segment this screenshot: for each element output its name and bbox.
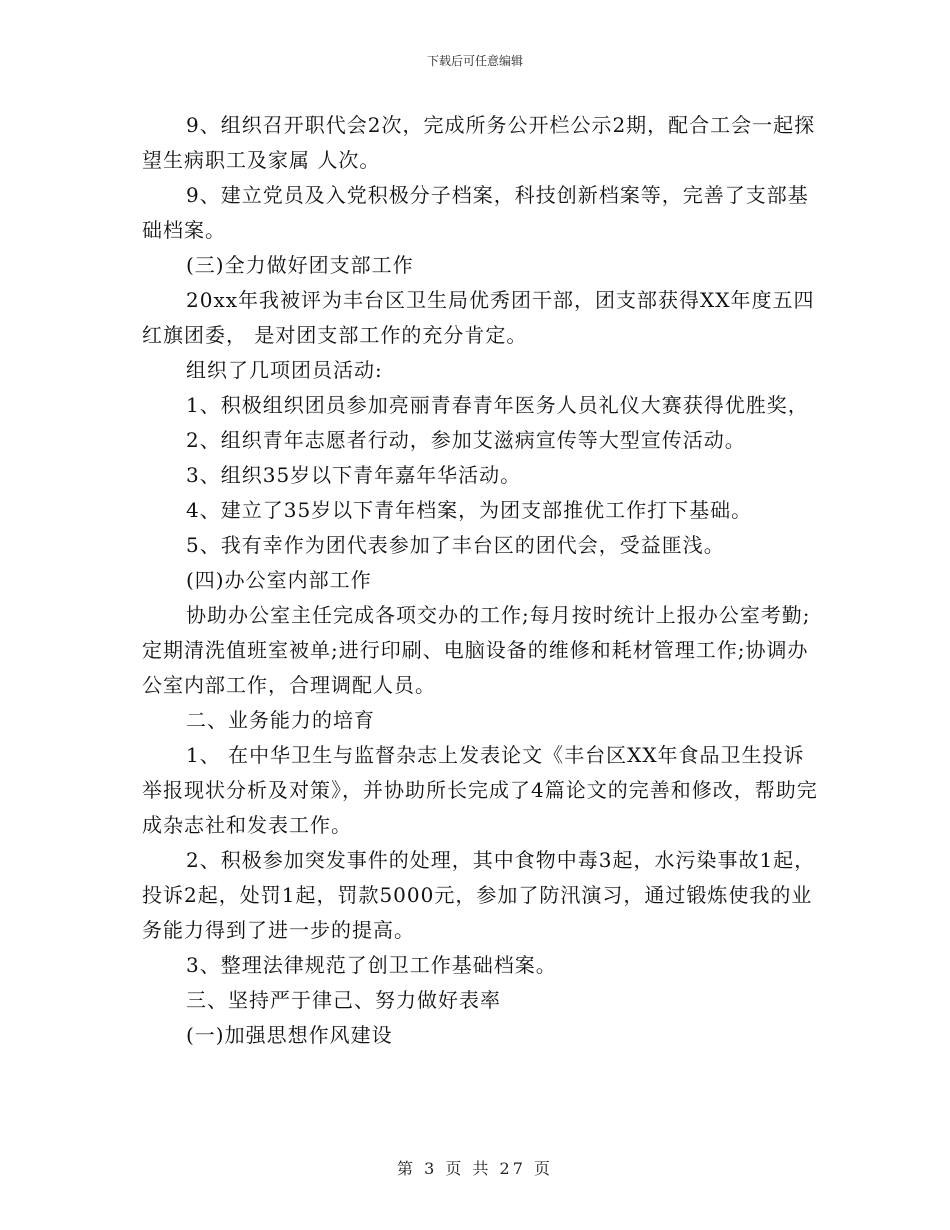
paragraph: 20xx年我被评为丰台区卫生局优秀团干部，团支部获得XX年度五四红旗团委， 是对团支部工作的充分肯定。 [142, 288, 815, 347]
section-heading: (四)办公室内部工作 [186, 568, 372, 592]
list-item: 3、组织35岁以下青年嘉年华活动。 [186, 463, 522, 487]
page-footer: 第 3 页 共 27 页 [397, 1159, 553, 1178]
section-heading: (一)加强思想作风建设 [186, 1023, 393, 1047]
paragraph: 9、建立党员及入党积极分子档案，科技创新档案等，完善了支部基础档案。 [142, 183, 809, 242]
list-item: 2、积极参加突发事件的处理，其中食物中毒3起，水污染事故1起，投诉2起，处罚1起，罚款5000元，参加了防汛演习，通过锻炼使我的业务能力得到了进一步的提高。 [142, 848, 816, 942]
section-heading: 二、业务能力的培育 [186, 708, 375, 732]
document-body [142, 108, 822, 1053]
section-heading: 三、坚持严于律己、努力做好表率 [186, 988, 501, 1012]
list-item: 5、我有幸作为团代表参加了丰台区的团代会，受益匪浅。 [186, 533, 725, 557]
section-heading: (三)全力做好团支部工作 [186, 253, 414, 277]
list-item: 3、整理法律规范了创卫工作基础档案。 [186, 953, 557, 977]
page-header: 下载后可任意编辑 [426, 54, 523, 68]
list-item: 1、 在中华卫生与监督杂志上发表论文《丰台区XX年食品卫生投诉举报现状分析及对策》，并协助所长完成了4篇论文的完善和修改，帮助完成杂志社和发表工作。 [142, 743, 818, 837]
paragraph: 组织了几项团员活动: [186, 358, 383, 382]
paragraph: 协助办公室主任完成各项交办的工作;每月按时统计上报办公室考勤;定期清洗值班室被单;进行印刷、电脑设备的维修和耗材管理工作;协调办公室内部工作，合理调配人员。 [142, 603, 811, 697]
list-item: 2、组织青年志愿者行动，参加艾滋病宣传等大型宣传活动。 [186, 428, 746, 452]
paragraph: 9、组织召开职代会2次，完成所务公开栏公示2期，配合工会一起探望生病职工及家属 人次。 [142, 113, 816, 172]
list-item: 1、积极组织团员参加亮丽青春青年医务人员礼仪大赛获得优胜奖， [186, 393, 809, 417]
list-item: 4、建立了35岁以下青年档案，为团支部推优工作打下基础。 [186, 498, 753, 522]
